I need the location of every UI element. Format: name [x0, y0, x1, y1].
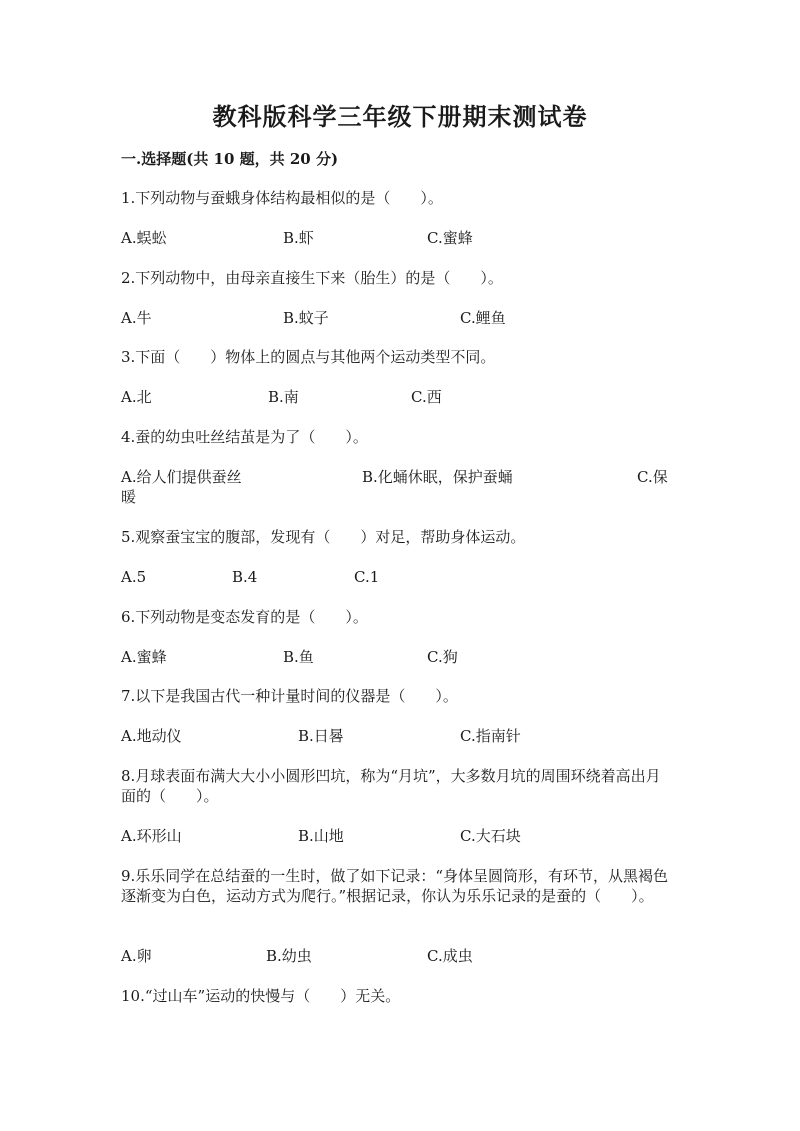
question-7: 7.以下是我国古代一种计量时间的仪器是（ ）。 — [121, 687, 458, 705]
question-2: 2.下列动物中，由母亲直接生下来（胎生）的是（ ）。 — [121, 269, 503, 287]
option-a[interactable]: A.地动仪 — [121, 727, 182, 745]
question-3: 3.下面（ ）物体上的圆点与其他两个运动类型不同。 — [121, 348, 496, 366]
option-c[interactable]: C.鲤鱼 — [460, 309, 506, 327]
option-a[interactable]: A.牛 — [121, 309, 152, 327]
option-a[interactable]: A.蜜蜂 — [121, 648, 167, 666]
option-c-continuation: 暖 — [121, 488, 137, 506]
question-1: 1.下列动物与蚕蛾身体结构最相似的是（ ）。 — [121, 189, 443, 207]
option-a[interactable]: A.蜈蚣 — [121, 229, 167, 247]
options-7 — [121, 726, 671, 766]
option-c[interactable]: C.西 — [411, 388, 442, 406]
option-c[interactable]: C.指南针 — [460, 727, 521, 745]
option-c[interactable]: C.成虫 — [427, 947, 473, 965]
option-a[interactable]: A.北 — [121, 388, 152, 406]
option-a[interactable]: A.环形山 — [121, 827, 182, 845]
options-6 — [121, 647, 671, 687]
options-4 — [121, 467, 671, 507]
option-c[interactable]: C.蜜蜂 — [427, 229, 473, 247]
option-b[interactable]: B.鱼 — [283, 648, 314, 666]
option-b[interactable]: B.蚊子 — [283, 309, 329, 327]
question-5: 5.观察蚕宝宝的腹部，发现有（ ）对足，帮助身体运动。 — [121, 528, 526, 546]
question-6: 6.下列动物是变态发育的是（ ）。 — [121, 608, 368, 626]
option-b[interactable]: B.化蛹休眠，保护蚕蛹 — [362, 468, 513, 486]
page-title: 教科版科学三年级下册期末测试卷 — [212, 102, 588, 131]
question-4: 4.蚕的幼虫吐丝结茧是为了（ ）。 — [121, 428, 368, 446]
question-9: 9.乐乐同学在总结蚕的一生时，做了如下记录：“身体呈圆筒形，有环节，从黑褐色逐渐变为白色，运动方式为爬行。”根据记录，你认为乐乐记录的是蚕的（ ）。 — [121, 867, 668, 905]
option-b[interactable]: B.山地 — [298, 827, 344, 845]
option-b[interactable]: B.幼虫 — [266, 947, 312, 965]
option-c[interactable]: C.狗 — [427, 648, 458, 666]
option-b[interactable]: B.南 — [268, 388, 299, 406]
option-c[interactable]: C.大石块 — [460, 827, 521, 845]
options-2 — [121, 308, 671, 348]
options-8 — [121, 826, 671, 866]
option-c[interactable]: C.保 — [637, 468, 668, 486]
section-heading: 一.选择题(共 10 题，共 20 分) — [121, 150, 339, 168]
option-a[interactable]: A.卵 — [121, 947, 152, 965]
option-a[interactable]: A.5 — [121, 568, 147, 586]
option-b[interactable]: B.虾 — [283, 229, 314, 247]
question-8: 8.月球表面布满大大小小圆形凹坑，称为“月坑”，大多数月坑的周围环绕着高出月面的（ ）。 — [121, 767, 661, 805]
question-10: 10.“过山车”运动的快慢与（ ）无关。 — [121, 987, 401, 1005]
options-3 — [121, 387, 671, 427]
option-c[interactable]: C.1 — [354, 568, 380, 586]
option-a[interactable]: A.给人们提供蚕丝 — [121, 468, 242, 486]
options-9 — [121, 946, 671, 986]
option-b[interactable]: B.4 — [232, 568, 258, 586]
options-5 — [121, 567, 671, 607]
options-1 — [121, 228, 671, 268]
option-b[interactable]: B.日晷 — [298, 727, 344, 745]
